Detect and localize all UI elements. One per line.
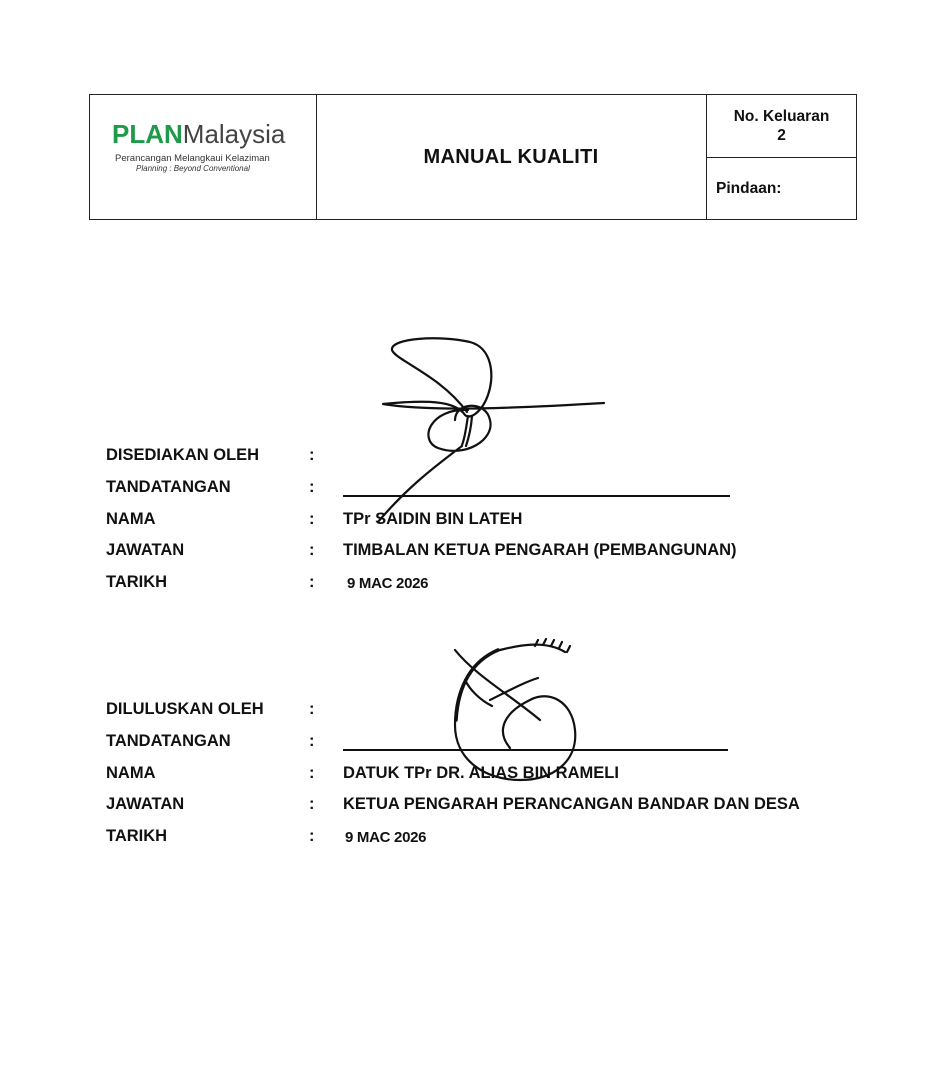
logo-tagline-english: Planning : Beyond Conventional: [136, 164, 250, 173]
prepared-signature-label: TANDATANGAN: [106, 478, 231, 496]
release-value: 2: [777, 127, 786, 144]
colon: :: [309, 827, 315, 845]
prepared-name-value: TPr SAIDIN BIN LATEH: [343, 510, 523, 528]
approved-position-value: KETUA PENGARAH PERANCANGAN BANDAR DAN DESA: [343, 795, 800, 813]
prepared-date-label: TARIKH: [106, 573, 168, 591]
prepared-position-label: JAWATAN: [106, 541, 185, 559]
approved-signature: [455, 639, 575, 780]
prepared-signature: [378, 338, 604, 522]
colon: :: [309, 541, 315, 559]
prepared-position-value: TIMBALAN KETUA PENGARAH (PEMBANGUNAN): [343, 541, 737, 559]
logo-tagline: Perancangan Melangkaui Kelaziman: [115, 153, 270, 164]
colon: :: [309, 478, 315, 496]
approved-by-label: DILULUSKAN OLEH: [106, 700, 264, 718]
colon: :: [309, 573, 315, 591]
approved-signature-stroke: [456, 650, 498, 720]
release-label: No. Keluaran: [733, 108, 830, 125]
colon: :: [309, 732, 315, 750]
colon: :: [309, 510, 315, 528]
colon: :: [309, 700, 315, 718]
approved-position-label: JAWATAN: [106, 795, 185, 813]
prepared-date-value: 9 MAC 2026: [347, 575, 429, 592]
approved-signature-label: TANDATANGAN: [106, 732, 231, 750]
colon: :: [309, 795, 315, 813]
approved-name-value: DATUK TPr DR. ALIAS BIN RAMELI: [343, 764, 619, 782]
logo-brand-rest: Malaysia: [182, 119, 286, 149]
colon: :: [309, 764, 315, 782]
prepared-name-label: NAMA: [106, 510, 156, 528]
approved-date-label: TARIKH: [106, 827, 168, 845]
prepared-by-label: DISEDIAKAN OLEH: [106, 446, 260, 464]
colon: :: [309, 446, 315, 464]
approved-name-label: NAMA: [106, 764, 156, 782]
document-title: MANUAL KUALITI: [423, 145, 599, 168]
approved-date-value: 9 MAC 2026: [345, 829, 427, 846]
amendment-label: Pindaan:: [716, 179, 782, 197]
logo-brand-bold: PLAN: [112, 119, 183, 149]
